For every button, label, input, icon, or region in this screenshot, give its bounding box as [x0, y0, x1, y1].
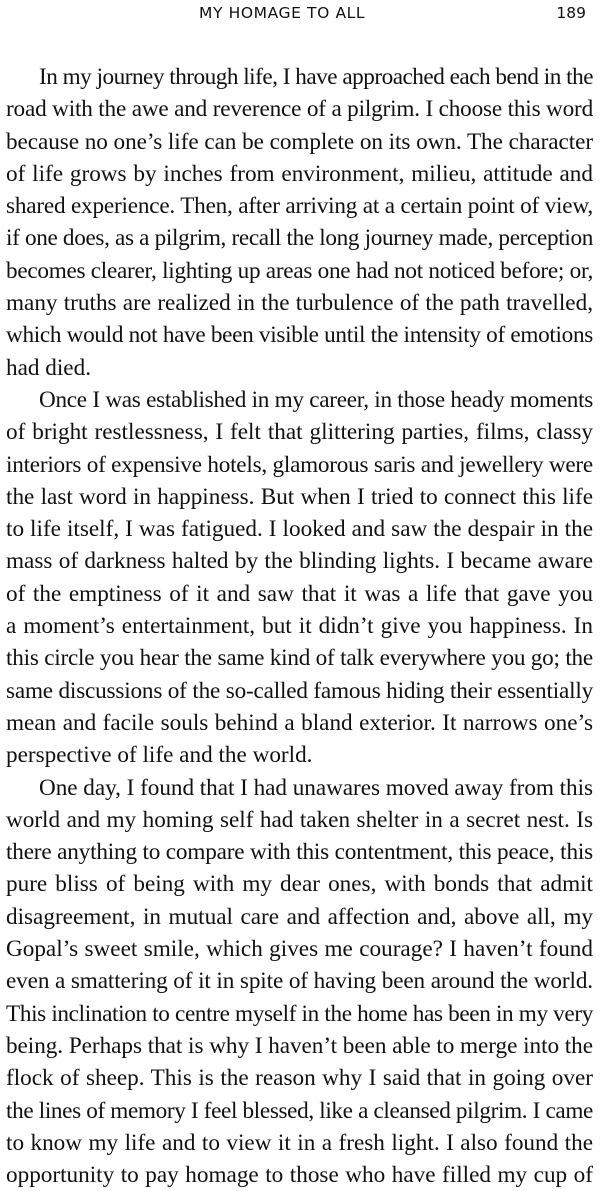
text-line: had died. — [6, 354, 91, 381]
text-line: even a smattering of it in spite of having been around the world. — [6, 968, 593, 995]
text-line: world and my homing self had taken shelter in a secret nest. Is — [6, 806, 593, 833]
text-line: shared experience. Then, after arriving at a certain point of view, — [6, 193, 593, 220]
text-line: This inclination to centre myself in the home has been in my very — [6, 1000, 593, 1027]
text-line: being. Perhaps that is why I haven’t been able to merge into the — [6, 1032, 593, 1059]
text-line: many truths are realized in the turbulence of the path travelled, — [6, 290, 593, 317]
text-line: perspective of life and the world. — [6, 742, 313, 769]
text-line: One day, I found that I had unawares moved away from this — [39, 774, 593, 801]
text-line: if one does, as a pilgrim, recall the long journey made, perception — [6, 225, 593, 252]
text-line: of the emptiness of it and saw that it was a life that gave you — [6, 580, 593, 607]
text-line: becomes clearer, lighting up areas one had not noticed before; or, — [6, 257, 594, 284]
text-line: disagreement, in mutual care and affection and, above all, my — [6, 903, 593, 930]
text-line: interiors of expensive hotels, glamorous saris and jewellery were — [6, 451, 593, 478]
text-line: road with the awe and reverence of a pilgrim. I choose this word — [6, 96, 593, 123]
text-line: Once I was established in my career, in those heady moments — [39, 386, 593, 413]
text-line: In my journey through life, I have approached each bend in the — [39, 64, 593, 90]
text-line: this circle you hear the same kind of talk everywhere you go; the — [6, 645, 593, 672]
text-line: because no one’s life can be complete on its own. The character — [6, 128, 593, 155]
text-line: opportunity to pay homage to those who have filled my cup of — [6, 1162, 593, 1189]
text-line: the last word in happiness. But when I tried to connect this life — [6, 483, 593, 510]
chapter-title: MY HOMAGE TO ALL — [199, 4, 366, 22]
text-line: there anything to compare with this contentment, this peace, this — [6, 839, 593, 866]
text-line: the lines of memory I feel blessed, like a cleansed pilgrim. I came — [6, 1097, 593, 1124]
page-number: 189 — [556, 4, 586, 22]
text-line: of life grows by inches from environment, milieu, attitude and — [6, 160, 593, 187]
text-line: mean and facile souls behind a bland exterior. It narrows one’s — [6, 709, 593, 736]
text-line: Gopal’s sweet smile, which gives me courage? I haven’t found — [6, 936, 593, 963]
text-line: which would not have been visible until the intensity of emotions — [6, 322, 593, 349]
text-line: to life itself, I was fatigued. I looked and saw the despair in the — [6, 516, 593, 543]
text-line: pure bliss of being with my dear ones, with bonds that admit — [6, 871, 593, 898]
text-line: mass of darkness halted by the blinding lights. I became aware — [6, 548, 593, 575]
text-line: flock of sheep. This is the reason why I said that in going over — [6, 1065, 593, 1092]
text-line: of bright restlessness, I felt that glittering parties, films, classy — [6, 419, 593, 446]
running-header — [0, 4, 600, 28]
text-line: same discussions of the so-called famous hiding their essentially — [6, 677, 593, 704]
text-line: a moment’s entertainment, but it didn’t give you happiness. In — [6, 613, 593, 640]
body-text — [6, 61, 593, 1191]
text-line: to know my life and to view it in a fresh light. I also found the — [6, 1129, 593, 1156]
